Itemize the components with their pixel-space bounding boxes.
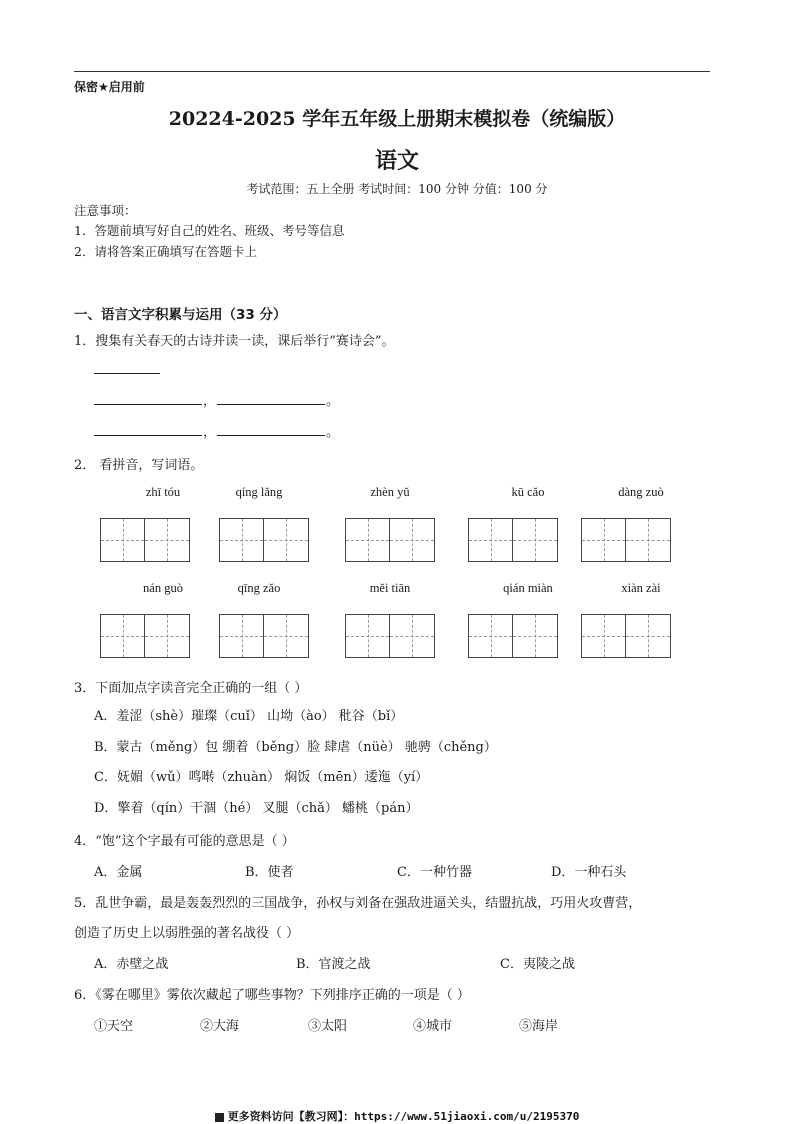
option-d[interactable]: D．擎着（qín）干涸（hé） 叉腿（chǎ） 蟠桃（pán） [94,801,419,816]
notes-label: 注意事项： [74,203,137,218]
pinyin-label: nán guò [143,581,183,595]
footer-link[interactable] [0,1108,794,1124]
writing-box[interactable] [345,614,435,658]
item-sky: ①天空 [94,1019,134,1034]
exam-meta: 考试范围：五上全册 考试时间：100 分钟 分值：100 分 [246,182,548,196]
pinyin-label: xiàn zài [621,581,661,595]
period: 。 [326,394,340,409]
header-rule [74,71,710,72]
option-a[interactable]: A．金属 [94,865,143,880]
item-sun: ③太阳 [308,1019,348,1034]
pinyin-label: zhī tóu [145,485,181,499]
exam-title: 20224-2025 学年五年级上册期末模拟卷（统编版） [168,108,626,130]
writing-box[interactable] [468,614,558,658]
notes-item: 1．答题前填写好自己的姓名、班级、考号等信息 [74,223,345,238]
question-4: 4．“饱”这个字最有可能的意思是（ ） [74,834,295,849]
pinyin-label: dàng zuò [618,485,664,499]
comma: ， [203,394,217,409]
item-coast: ⑤海岸 [519,1019,559,1034]
writing-box[interactable] [219,614,309,658]
item-sea: ②大海 [200,1019,240,1034]
option-b[interactable]: B．蒙古（měng）包 绷着（běng）脸 肆虐（nüè） 驰骋（chěng） [94,740,497,755]
writing-box[interactable] [100,614,190,658]
pinyin-label: qíng lǎng [235,485,283,499]
question-6: 6．《雾在哪里》雾依次藏起了哪些事物？下列排序正确的一项是（ ） [74,988,470,1003]
pinyin-label: zhèn yǔ [370,485,410,499]
section-heading: 一、语言文字积累与运用（33 分） [74,307,287,323]
option-d[interactable]: D．一种石头 [551,865,627,880]
option-c[interactable]: C．妩媚（wǔ）鸣啭（zhuàn） 焖饭（mēn）逶迤（yí） [94,770,429,785]
item-city: ④城市 [413,1019,453,1034]
pinyin-label: měi tiān [369,581,411,595]
pinyin-label: qián miàn [503,581,553,595]
answer-blank[interactable] [217,404,325,405]
option-a[interactable]: A．赤壁之战 [94,957,169,972]
question-1: 1．搜集有关春天的古诗并读一读，课后举行“赛诗会”。 [74,334,395,349]
pinyin-label: qīng zǎo [237,581,281,595]
question-3: 3．下面加点字读音完全正确的一组（ ） [74,681,308,696]
question-5: 5．乱世争霸，最是轰轰烈烈的三国战争，孙权与刘备在强敌进逼关头，结盟抗战，巧用火攻曹营， [74,896,642,911]
writing-box[interactable] [100,518,190,562]
option-b[interactable]: B．使者 [245,865,294,880]
writing-box[interactable] [345,518,435,562]
option-a[interactable]: A．羞涩（shè）璀璨（cuǐ） 山坳（ào） 秕谷（bǐ） [94,709,404,724]
writing-box[interactable] [468,518,558,562]
option-b[interactable]: B．官渡之战 [296,957,371,972]
writing-box[interactable] [581,518,671,562]
confidential-label: 保密★启用前 [74,80,145,94]
option-c[interactable]: C．夷陵之战 [500,957,575,972]
answer-blank[interactable] [94,435,202,436]
writing-box[interactable] [581,614,671,658]
period: 。 [326,425,340,440]
flag-icon [215,1113,224,1122]
question-5-cont: 创造了历史上以弱胜强的著名战役（ ） [74,926,300,941]
pinyin-label: kū cǎo [511,485,545,499]
comma: ， [203,425,217,440]
answer-blank[interactable] [217,435,325,436]
question-2: 2． 看拼音，写词语。 [74,458,204,473]
subject-title: 语文 [374,149,419,174]
answer-blank[interactable] [94,404,202,405]
notes-item: 2．请将答案正确填写在答题卡上 [74,244,257,259]
answer-blank[interactable] [94,373,160,374]
footer-text: 更多资料访问【教习网】：https://www.51jiaoxi.com/u/2195370 [227,1110,580,1123]
option-c[interactable]: C．一种竹器 [397,865,472,880]
writing-box[interactable] [219,518,309,562]
